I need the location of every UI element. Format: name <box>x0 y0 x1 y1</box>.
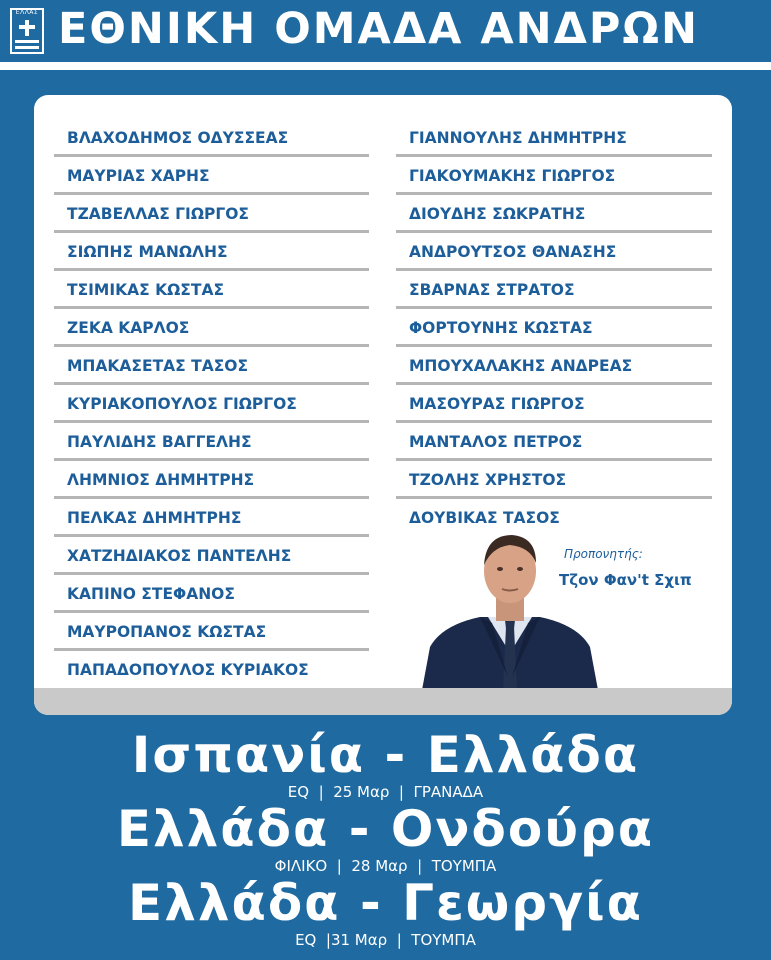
match-3 <box>0 875 771 949</box>
header-banner <box>0 0 771 62</box>
player-name: ΣΒΑΡΝΑΣ ΣΤΡΑΤΟΣ <box>396 275 712 309</box>
player-name: ΣΙΩΠΗΣ ΜΑΝΩΛΗΣ <box>54 237 369 271</box>
page-title: ΕΘΝΙΚΗ ΟΜΑΔΑ ΑΝΔΡΩΝ <box>58 4 699 54</box>
player-name: ΤΖΟΛΗΣ ΧΡΗΣΤΟΣ <box>396 465 712 499</box>
player-name: ΑΝΔΡΟΥΤΣΟΣ ΘΑΝΑΣΗΣ <box>396 237 712 271</box>
squad-left-column <box>54 123 369 690</box>
player-name: ΔΙΟΥΔΗΣ ΣΩΚΡΑΤΗΣ <box>396 199 712 233</box>
player-name: ΚΥΡΙΑΚΟΠΟΥΛΟΣ ΓΙΩΡΓΟΣ <box>54 389 369 423</box>
player-name: ΜΠΟΥΧΑΛΑΚΗΣ ΑΝΔΡΕΑΣ <box>396 351 712 385</box>
coach-name: Τζον Φαν't Σχιπ <box>559 571 692 589</box>
match-title: Ισπανία - Ελλάδα <box>131 726 640 784</box>
player-name: ΓΙΑΚΟΥΜΑΚΗΣ ΓΙΩΡΓΟΣ <box>396 161 712 195</box>
match-1 <box>0 727 771 801</box>
player-name: ΜΑΣΟΥΡΑΣ ΓΙΩΡΓΟΣ <box>396 389 712 423</box>
match-info: ΦΙΛΙΚΟ | 28 Μαρ | ΤΟΥΜΠΑ <box>274 857 497 875</box>
header-divider <box>0 62 771 70</box>
match-2 <box>0 801 771 875</box>
greek-flag-crest-icon <box>10 8 44 54</box>
card-footer-bar <box>34 688 732 715</box>
player-name: ΜΠΑΚΑΣΕΤΑΣ ΤΑΣΟΣ <box>54 351 369 385</box>
player-name: ΖΕΚΑ ΚΑΡΛΟΣ <box>54 313 369 347</box>
player-name: ΜΑΥΡΙΑΣ ΧΑΡΗΣ <box>54 161 369 195</box>
player-name: ΜΑΝΤΑΛΟΣ ΠΕΤΡΟΣ <box>396 427 712 461</box>
player-name: ΤΣΙΜΙΚΑΣ ΚΩΣΤΑΣ <box>54 275 369 309</box>
coach-label: Προπονητής: <box>564 547 643 561</box>
player-name: ΦΟΡΤΟΥΝΗΣ ΚΩΣΤΑΣ <box>396 313 712 347</box>
match-info: EQ | 25 Μαρ | ΓΡΑΝΑΔΑ <box>287 783 484 801</box>
player-name: ΒΛΑΧΟΔΗΜΟΣ ΟΔΥΣΣΕΑΣ <box>54 123 369 157</box>
player-name: ΠΕΛΚΑΣ ΔΗΜΗΤΡΗΣ <box>54 503 369 537</box>
match-title: Ελλάδα - Ονδούρα <box>116 800 655 858</box>
match-info: EQ |31 Μαρ | ΤΟΥΜΠΑ <box>295 931 476 949</box>
player-name: ΛΗΜΝΙΟΣ ΔΗΜΗΤΡΗΣ <box>54 465 369 499</box>
player-name: ΚΑΠΙΝΟ ΣΤΕΦΑΝΟΣ <box>54 579 369 613</box>
logo-text: ΕΛΛΑΣ <box>15 9 39 16</box>
player-name: ΜΑΥΡΟΠΑΝΟΣ ΚΩΣΤΑΣ <box>54 617 369 651</box>
match-title: Ελλάδα - Γεωργία <box>128 874 643 932</box>
player-name: ΠΑΠΑΔΟΠΟΥΛΟΣ ΚΥΡΙΑΚΟΣ <box>67 661 309 679</box>
squad-card <box>34 95 732 715</box>
player-name: ΔΟΥΒΙΚΑΣ ΤΑΣΟΣ <box>409 509 560 527</box>
squad-right-column <box>396 123 712 538</box>
player-name: ΓΙΑΝΝΟΥΛΗΣ ΔΗΜΗΤΡΗΣ <box>396 123 712 157</box>
player-name: ΤΖΑΒΕΛΛΑΣ ΓΙΩΡΓΟΣ <box>54 199 369 233</box>
player-name: ΠΑΥΛΙΔΗΣ ΒΑΓΓΕΛΗΣ <box>54 427 369 461</box>
player-name: ΧΑΤΖΗΔΙΑΚΟΣ ΠΑΝΤΕΛΗΣ <box>54 541 369 575</box>
